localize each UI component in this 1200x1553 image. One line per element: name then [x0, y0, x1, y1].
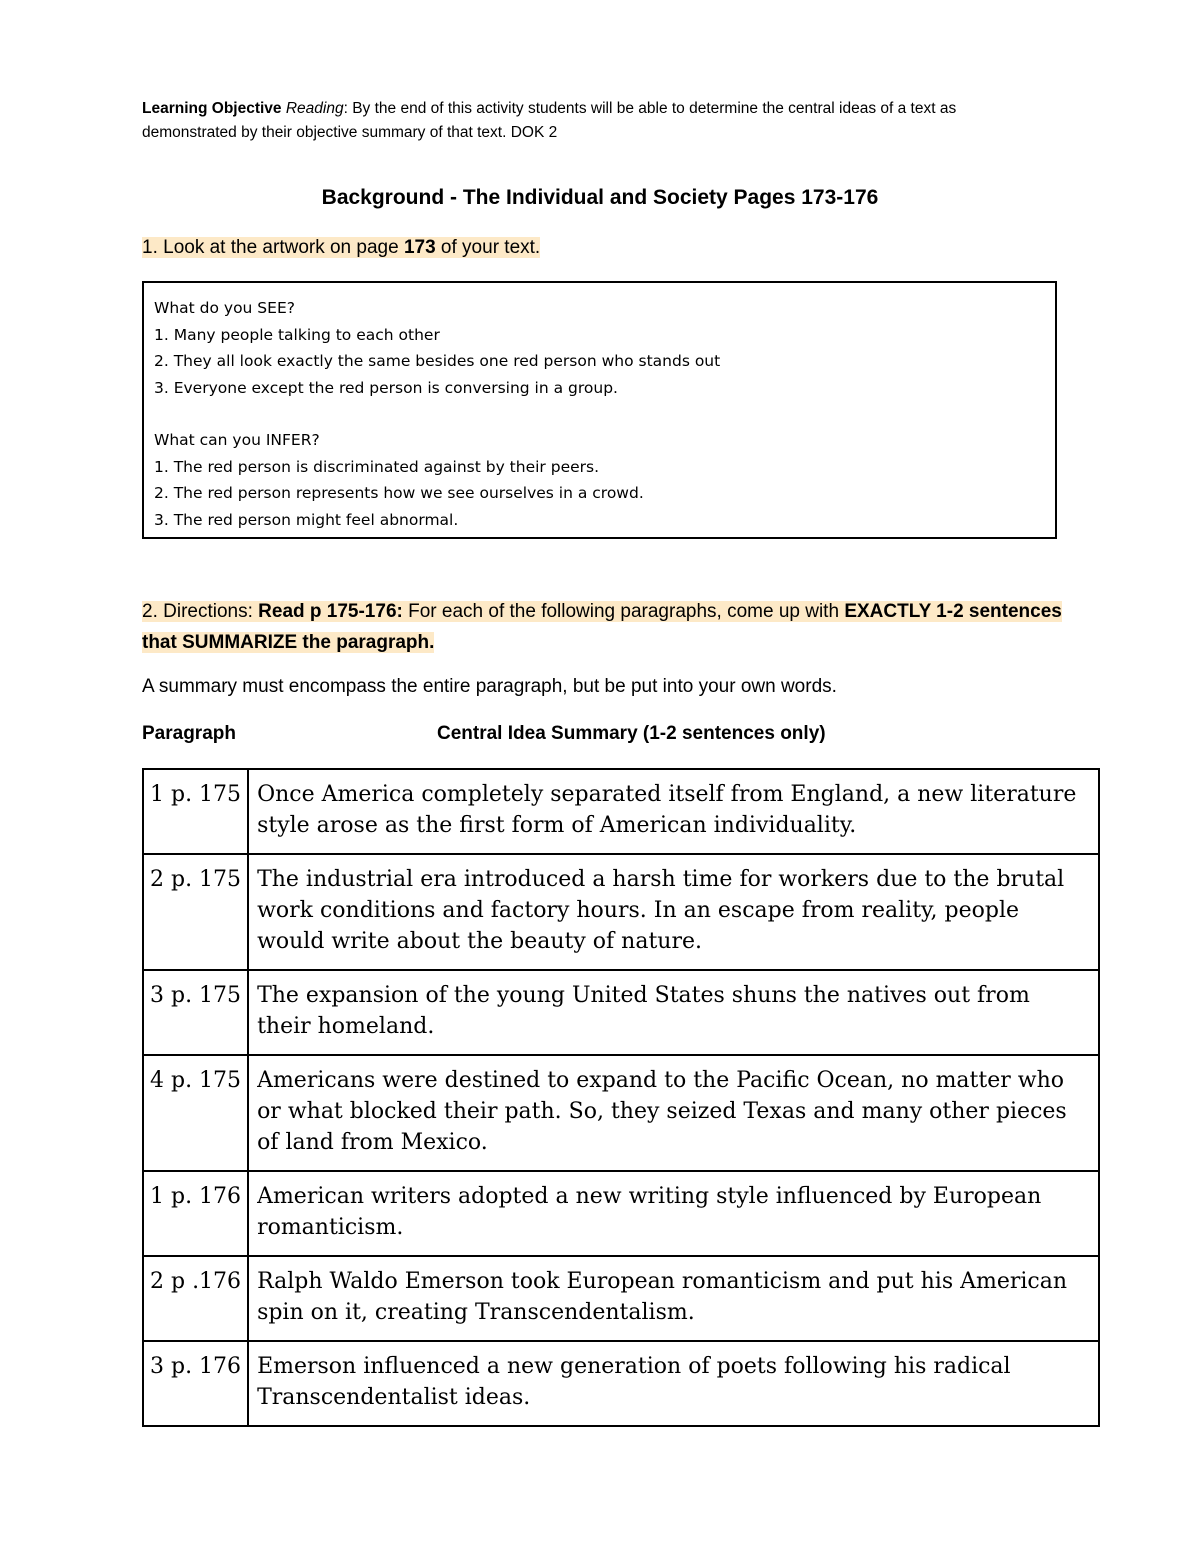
page-title: Background - The Individual and Society Pages 173-176 — [321, 186, 879, 209]
question-1-highlight — [142, 237, 540, 258]
objective-label: Learning Objective — [142, 100, 282, 117]
question-2-prefix: 2. Directions: — [142, 601, 259, 622]
question-2-highlight — [142, 601, 1062, 653]
summary-cell[interactable]: The industrial era introduced a harsh time for workers due to the brutal work conditions and factory hours. In an escape from reality, people would write about the beauty of nature. — [248, 854, 1099, 970]
spacer — [154, 401, 1045, 427]
paragraph-cell: 1 p. 176 — [143, 1171, 248, 1256]
table-row — [143, 1055, 1099, 1171]
question-2-read: Read p 175-176: — [258, 601, 403, 622]
summary-cell[interactable]: Emerson influenced a new generation of poets following his radical Transcendentalist ideas. — [248, 1341, 1099, 1426]
question-2-middle: For each of the following paragraphs, come up with — [402, 601, 845, 622]
objective-subject: Reading — [285, 100, 344, 117]
summary-cell[interactable]: Once America completely separated itself from England, a new literature style arose as the first form of American individuality. — [248, 769, 1099, 854]
infer-heading: What can you INFER? — [154, 431, 320, 449]
see-heading: What do you SEE? — [154, 299, 295, 317]
table-row — [143, 1341, 1099, 1426]
paragraph-cell: 3 p. 175 — [143, 970, 248, 1055]
summary-note: A summary must encompass the entire paragraph, but be put into your own words. — [142, 676, 837, 697]
table-row — [143, 854, 1099, 970]
question-1 — [142, 234, 540, 262]
column-header-paragraph: Paragraph — [142, 723, 236, 744]
see-item: 2. They all look exactly the same besides one red person who stands out — [154, 352, 721, 370]
see-item: 1. Many people talking to each other — [154, 325, 440, 344]
question-1-suffix: of your text. — [435, 237, 541, 258]
learning-objective — [142, 97, 1042, 145]
summary-cell[interactable]: The expansion of the young United States shuns the natives out from their homeland. — [248, 970, 1099, 1055]
infer-item: 1. The red person is discriminated against by their peers. — [154, 457, 600, 476]
summary-cell[interactable]: American writers adopted a new writing style influenced by European romanticism. — [248, 1171, 1099, 1256]
see-item: 3. Everyone except the red person is conversing in a group. — [154, 378, 618, 397]
table-row — [143, 1256, 1099, 1341]
paragraph-cell: 4 p. 175 — [143, 1055, 248, 1171]
table-row — [143, 1171, 1099, 1256]
question-1-prefix: 1. Look at the artwork on page — [142, 237, 404, 258]
paragraph-cell: 2 p .176 — [143, 1256, 248, 1341]
table-row — [143, 970, 1099, 1055]
question-2-directions — [142, 596, 1072, 658]
paragraph-cell: 1 p. 175 — [143, 769, 248, 854]
summary-cell[interactable]: Americans were destined to expand to the Pacific Ocean, no matter who or what blocked their path. So, they seized Texas and many other pieces of land from Mexico. — [248, 1055, 1099, 1171]
summary-table — [142, 768, 1100, 1427]
table-row — [143, 769, 1099, 854]
paragraph-cell: 2 p. 175 — [143, 854, 248, 970]
see-infer-box — [142, 281, 1057, 539]
objective-text: : By the end of this activity students will be able to determine the central ideas of a text as demonstrated by their objective summary of that text. DOK 2 — [142, 100, 957, 141]
infer-item: 3. The red person might feel abnormal. — [154, 510, 459, 529]
infer-item: 2. The red person represents how we see ourselves in a crowd. — [154, 484, 644, 502]
summary-cell[interactable]: Ralph Waldo Emerson took European romanticism and put his American spin on it, creating Transcendentalism. — [248, 1256, 1099, 1341]
question-1-page: 173 — [403, 237, 436, 258]
column-header-summary: Central Idea Summary (1-2 sentences only) — [437, 723, 826, 744]
paragraph-cell: 3 p. 176 — [143, 1341, 248, 1426]
question-2-exactly: EXACTLY 1-2 sentences that SUMMARIZE the paragraph. — [142, 601, 1062, 653]
